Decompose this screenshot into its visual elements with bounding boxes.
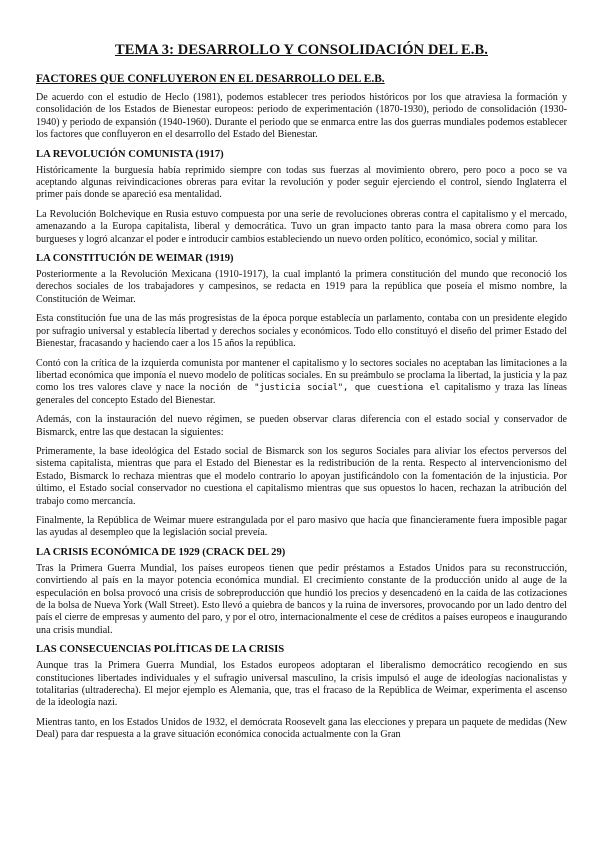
page-title: TEMA 3: DESARROLLO Y CONSOLIDACIÓN DEL E.B. xyxy=(114,42,489,58)
paragraph: Finalmente, la República de Weimar muere estrangulada por el paro masivo que hacía que financieramente fuera imposible pagar las ayudas al desempleo que la legislación social preveía. xyxy=(36,514,567,539)
paragraph: Esta constitución fue una de las más progresistas de la época porque establecía un parlamento, contaba con un presidente elegido por sufragio universal y establecía libertad y derechos sociales y económicos. Todo ello constituyó el diseño del primer Estado del Bienestar, fracasando y haciendo caer a los 15 años la república. xyxy=(36,313,567,350)
paragraph: Primeramente, la base ideológica del Estado social de Bismarck son los seguros Sociales para aliviar los efectos perversos del sistema capitalista, mientras que para el Estado del Bienestar es la redistribución de la renta. Respecto al intervencionismo del Estado, Bismarck lo rechaza mientras que el modelo contrario lo apoyan justificándolo con la fomentación de la injusticia. Por último, el Estado social conservador no cuestiona el capitalismo mientras que sus opuestos lo hacen, rechazan la atribución del trabajo como mercancía. xyxy=(36,445,567,507)
section-factores xyxy=(36,73,567,142)
section-revolucion-comunista xyxy=(36,149,567,246)
paragraph-text: Contó con la crítica de la izquierda comunista por mantener el capitalismo y lo sectores sociales no aceptaban las limitaciones a la libertad económica que imponía el nuevo modelo de políticas sociales. En su preámbulo se proclama la libertad, la justicia y la paz como los tres valores clave y nace la xyxy=(36,357,567,394)
paragraph: Posteriormente a la Revolución Mexicana (1910-1917), la cual implantó la primera constitución del mundo que reconoció los derechos sociales de los trabajadores y campesinos, se redacta en 1919 para la república que poseía el mismo nombre, la Constitución de Weimar. xyxy=(36,269,567,305)
section-crisis-1929 xyxy=(36,547,567,637)
section-heading: LA REVOLUCIÓN COMUNISTA (1917) xyxy=(36,148,224,160)
section-heading: LAS CONSECUENCIAS POLÍTICAS DE LA CRISIS xyxy=(36,644,285,656)
section-consecuencias-politicas xyxy=(36,644,567,741)
paragraph: Además, con la instauración del nuevo régimen, se pueden observar claras diferencia con el estado social y conservador de Bismarck, entre las que destacan la siguientes: xyxy=(36,414,567,438)
paragraph: Tras la Primera Guerra Mundial, los países europeos tienen que pedir préstamos a Estados Unidos para su reconstrucción, convirtiendo al país en la mayor potencia económica mundial. El crecimiento constante de la producción unido al auge de la especulación en bolsa provocó una crisis de sobreproducción que hundió los precios y desencadenó en la caída de las cotizaciones de la bolsa de Nueva York (Wall Street). Esto llevó a quiebra de bancos y la ruina de inversores, provocando por un lado dentro del país el cierre de empresas y aumento del paro, y por el otro, internacionalmente el cese de créditos a países europeos e inaugurando una crisis mundial. xyxy=(36,562,567,636)
highlighted-phrase: noción de "justicia social", que cuestiona el xyxy=(199,383,441,394)
paragraph: Mientras tanto, en los Estados Unidos de 1932, el demócrata Roosevelt gana las elecciones y prepara un paquete de medidas (New Deal) para dar respuesta a la grave situación económica conocida actualmente con la Gran xyxy=(36,716,567,741)
paragraph: La Revolución Bolchevique en Rusia estuvo compuesta por una serie de revoluciones obreras contra el capitalismo y el mercado, amenazando a la Europa capitalista, liberal y democrática. Tuvo un gran impacto tanto para la masa obrera como para los burgueses y logró alcanzar el poder e introducir cambios estableciendo un nuevo orden político, económico, social y militar. xyxy=(36,208,567,245)
section-constitucion-weimar xyxy=(36,253,567,540)
section-heading: LA CONSTITUCIÓN DE WEIMAR (1919) xyxy=(36,253,234,265)
paragraph: Históricamente la burguesía había reprimido siempre con todas sus fuerzas al movimiento obrero, pero poco a poco se va aceptando algunas reivindicaciones obreras para evitar la revolución y poder seguir ejerciendo el control, siendo Inglaterra el primer país donde se apareció esa mentalidad. xyxy=(36,164,567,201)
paragraph xyxy=(36,358,567,408)
paragraph: De acuerdo con el estudio de Heclo (1981), podemos establecer tres periodos históricos por los que atraviesa la formación y consolidación de los Estados de Bienestar europeos: periodo de experimentación (1870-1930), periodo de consolidación (1930-1940) y periodo de expansión (1940-1960). Durante el periodo que se enmarca entre las dos guerras mundiales podemos establecer los factores que confluyeron en el desarrollo del Estado del Bienestar. xyxy=(36,92,567,141)
paragraph-text: capitalismo y traza las líneas generales del concepto Estado del Bienestar. xyxy=(36,382,567,406)
paragraph: Aunque tras la Primera Guerra Mundial, los Estados europeos adoptaran el liberalismo democrático recogiendo en sus constituciones libertades individuales y el sufragio universal masculino, la crisis impulsó el auge de ideologías nacionalistas y totalitarias (ultraderecha). El mejor ejemplo es Alemania, que, tras el fracaso de la República de Weimar, experimenta el ascenso de la ideología nazi. xyxy=(36,660,567,709)
section-heading: FACTORES QUE CONFLUYERON EN EL DESARROLLO DEL E.B. xyxy=(36,73,385,85)
section-heading: LA CRISIS ECONÓMICA DE 1929 (CRACK DEL 29) xyxy=(36,546,286,558)
